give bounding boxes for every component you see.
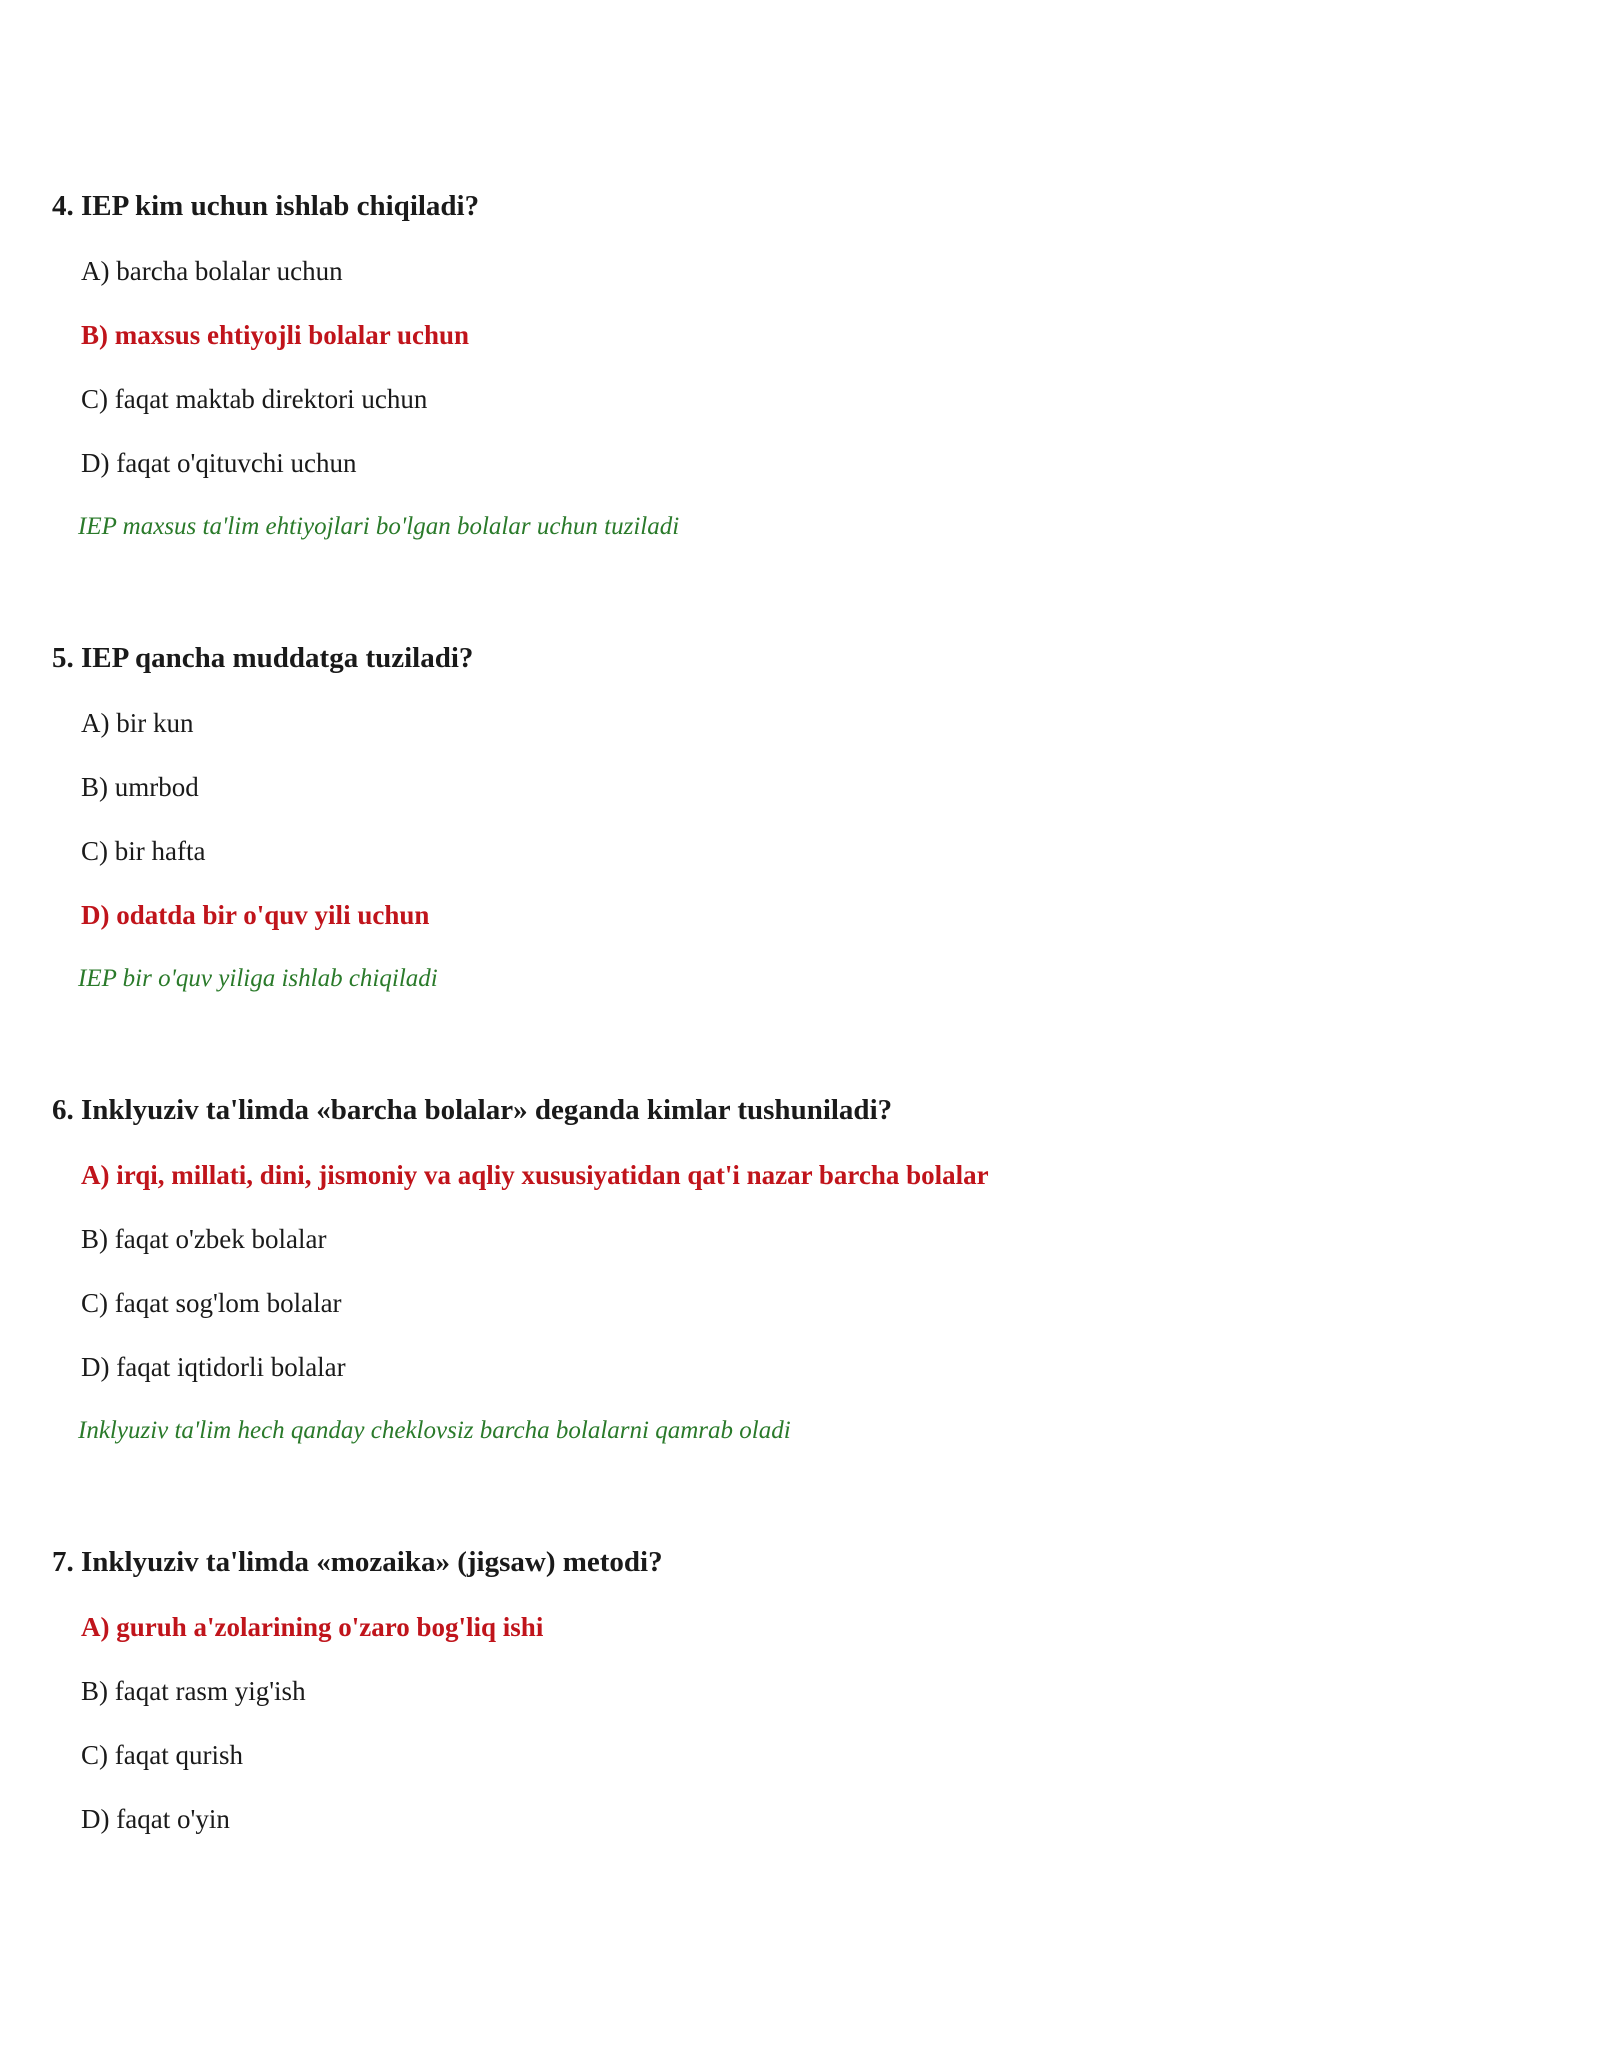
option-d: D) faqat o'qituvchi uchun: [81, 448, 357, 478]
explanation-note: IEP bir o'quv yiliga ishlab chiqiladi: [78, 965, 438, 992]
option-d: D) faqat o'yin: [81, 1804, 230, 1834]
question-title: 6. Inklyuziv ta'limda «barcha bolalar» deganda kimlar tushuniladi?: [52, 1094, 893, 1126]
option-a-correct: A) irqi, millati, dini, jismoniy va aqliy xususiyatidan qat'i nazar barcha bolalar: [81, 1160, 989, 1190]
option-a-correct: A) guruh a'zolarining o'zaro bog'liq ishi: [81, 1612, 544, 1642]
option-b-correct: B) maxsus ehtiyojli bolalar uchun: [81, 320, 470, 350]
option-c: C) faqat maktab direktori uchun: [81, 384, 428, 414]
option-d-correct: D) odatda bir o'quv yili uchun: [81, 900, 430, 930]
explanation-note: IEP maxsus ta'lim ehtiyojlari bo'lgan bolalar uchun tuziladi: [78, 513, 680, 540]
option-c: C) faqat qurish: [81, 1740, 243, 1770]
option-d: D) faqat iqtidorli bolalar: [81, 1352, 346, 1382]
option-a: A) barcha bolalar uchun: [81, 256, 343, 286]
option-c: C) faqat sog'lom bolalar: [81, 1288, 342, 1318]
option-c: C) bir hafta: [81, 836, 206, 866]
option-b: B) faqat rasm yig'ish: [81, 1676, 306, 1706]
question-title: 7. Inklyuziv ta'limda «mozaika» (jigsaw) metodi?: [52, 1546, 663, 1578]
option-b: B) faqat o'zbek bolalar: [81, 1224, 327, 1254]
option-b: B) umrbod: [81, 772, 199, 802]
question-title: 4. IEP kim uchun ishlab chiqiladi?: [52, 190, 480, 222]
question-title: 5. IEP qancha muddatga tuziladi?: [52, 642, 474, 674]
explanation-note: Inklyuziv ta'lim hech qanday cheklovsiz barcha bolalarni qamrab oladi: [78, 1417, 791, 1444]
option-a: A) bir kun: [81, 708, 194, 738]
